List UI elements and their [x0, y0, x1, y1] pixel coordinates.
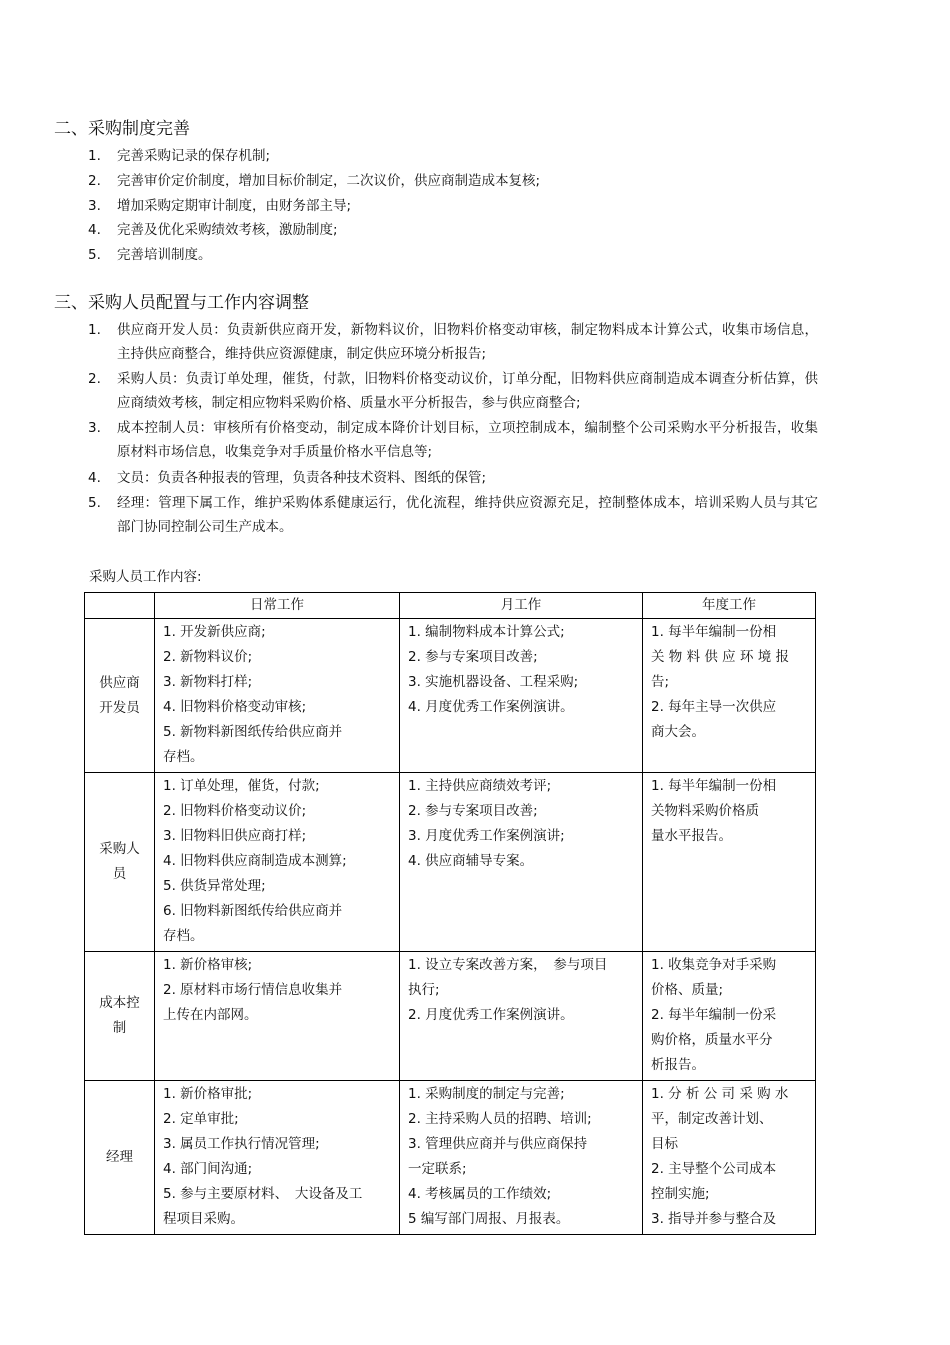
section-3-list — [88, 318, 818, 540]
cell-line: 1. 分 析 公 司 采 购 水 — [651, 1086, 789, 1102]
role-cell — [85, 773, 155, 952]
cell-line: 3. 管理供应商并与供应商保持 — [408, 1136, 588, 1152]
role-label: 成本控 — [99, 995, 140, 1011]
role-label: 员 — [112, 866, 127, 882]
cell-line: 执行; — [408, 982, 440, 998]
cell-line: 商大会。 — [651, 724, 705, 740]
list-item: 1. 供应商开发人员：负责新供应商开发，新物料议价，旧物料价格变动审核，制定物料成本计算公式，收集市场信息，主持供应商整合，维持供应资源健康，制定供应环境分析报告; — [88, 322, 818, 362]
role-label: 开发员 — [99, 699, 140, 716]
list-item: 3. 增加采购定期审计制度，由财务部主导; — [88, 197, 352, 214]
cell-line: 量水平报告。 — [651, 828, 732, 844]
list-item: 3. 成本控制人员：审核所有价格变动，制定成本降价计划目标，立项控制成本，编制整个公司采购水平分析报告，收集原材料市场信息，收集竞争对手质量价格水平信息等; — [88, 420, 818, 461]
header-cell: 月工作 — [400, 593, 643, 619]
role-label: 采购人 — [99, 841, 140, 857]
role-cell — [85, 952, 155, 1081]
cell-line: 1. 订单处理，催货，付款; — [163, 778, 320, 794]
cell-line: 3. 月度优秀工作案例演讲; — [408, 828, 565, 844]
cell-line: 存档。 — [163, 749, 204, 765]
table-body — [85, 619, 816, 1235]
section-3-title: 三、采购人员配置与工作内容调整 — [54, 293, 309, 313]
table-row — [85, 773, 816, 952]
cell-line: 存档。 — [163, 928, 204, 944]
cell-line: 控制实施; — [651, 1186, 710, 1202]
cell-line: 3. 实施机器设备、工程采购; — [408, 674, 579, 690]
list-item: 2. 完善审价定价制度，增加目标价制定，二次议价，供应商制造成本复核; — [88, 172, 541, 189]
cell-line: 平，制定改善计划、 — [651, 1111, 773, 1127]
list-item: 5. 经理：管理下属工作，维护采购体系健康运行，优化流程，维持供应资源充足，控制整体成本，培训采购人员与其它部门协同控制公司生产成本。 — [88, 494, 818, 535]
list-item: 5. 完善培训制度。 — [88, 247, 212, 264]
daily-work-cell — [155, 619, 400, 773]
yearly-work-cell — [643, 952, 816, 1081]
list-item: 4. 文员：负责各种报表的管理，负责各种技术资料、图纸的保管; — [88, 469, 487, 486]
cell-line: 2. 定单审批; — [163, 1111, 239, 1127]
cell-line: 2. 每年主导一次供应 — [651, 699, 777, 715]
section-2-title: 二、采购制度完善 — [54, 119, 190, 139]
list-item: 4. 完善及优化采购绩效考核，激励制度; — [88, 222, 338, 239]
cell-line: 3. 旧物料旧供应商打样; — [163, 828, 307, 844]
cell-line: 1. 新价格审批; — [163, 1086, 253, 1102]
list-item: 2. 采购人员：负责订单处理，催货，付款，旧物料价格变动议价，订单分配，旧物料供应商制造成本调查分析估算，供应商绩效考核，制定相应物料采购价格、质量水平分析报告，参与供应商整合; — [88, 371, 818, 412]
cell-line: 1. 每半年编制一份相 — [651, 778, 777, 794]
monthly-work-cell — [400, 619, 643, 773]
role-label: 供应商 — [99, 674, 140, 691]
table-header-row — [85, 593, 816, 619]
daily-work-cell — [155, 1081, 400, 1235]
cell-line: 5. 新物料新图纸传给供应商并 — [163, 724, 343, 740]
monthly-work-cell — [400, 773, 643, 952]
role-cell — [85, 1081, 155, 1235]
cell-line: 4. 供应商辅导专案。 — [408, 853, 534, 869]
role-label: 制 — [112, 1020, 127, 1036]
list-item: 1. 完善采购记录的保存机制; — [88, 148, 271, 164]
cell-line: 1. 开发新供应商; — [163, 624, 266, 640]
cell-line: 1. 设立专案改善方案， 参与项目 — [408, 957, 608, 973]
cell-line: 2. 主持采购人员的招聘、培训; — [408, 1111, 592, 1127]
cell-line: 5. 参与主要原材料、 大设备及工 — [163, 1186, 363, 1202]
cell-line: 2. 新物料议价; — [163, 649, 253, 665]
cell-line: 关物料采购价格质 — [651, 803, 759, 819]
cell-line: 6. 旧物料新图纸传给供应商并 — [163, 903, 343, 919]
cell-line: 5 编写部门周报、月报表。 — [408, 1211, 570, 1227]
cell-line: 4. 旧物料供应商制造成本测算; — [163, 853, 347, 869]
header-cell — [85, 593, 155, 619]
cell-line: 关 物 料 供 应 环 境 报 — [651, 649, 790, 665]
table-row — [85, 1081, 816, 1235]
cell-line: 目标 — [651, 1136, 678, 1152]
section-2-list — [88, 144, 818, 268]
role-label: 经理 — [106, 1149, 133, 1165]
cell-line: 一定联系; — [408, 1161, 467, 1177]
header-cell: 日常工作 — [155, 593, 400, 619]
yearly-work-cell — [643, 1081, 816, 1235]
cell-line: 程项目采购。 — [163, 1211, 244, 1227]
cell-line: 2. 主导整个公司成本 — [651, 1161, 777, 1177]
cell-line: 2. 参与专案项目改善; — [408, 803, 538, 819]
cell-line: 4. 考核属员的工作绩效; — [408, 1186, 552, 1202]
yearly-work-cell — [643, 773, 816, 952]
cell-line: 告; — [651, 674, 670, 690]
daily-work-cell — [155, 952, 400, 1081]
cell-line: 2. 原材料市场行情信息收集并 — [163, 982, 343, 998]
cell-line: 1. 收集竞争对手采购 — [651, 957, 777, 973]
cell-line: 3. 指导并参与整合及 — [651, 1211, 777, 1227]
cell-line: 1. 编制物料成本计算公式; — [408, 624, 565, 640]
monthly-work-cell — [400, 952, 643, 1081]
cell-line: 2. 每半年编制一份采 — [651, 1007, 777, 1023]
cell-line: 3. 新物料打样; — [163, 674, 253, 690]
cell-line: 1. 主持供应商绩效考评; — [408, 778, 552, 794]
cell-line: 1. 采购制度的制定与完善; — [408, 1086, 565, 1102]
cell-line: 4. 部门间沟通; — [163, 1161, 253, 1177]
cell-line: 上传在内部网。 — [163, 1007, 258, 1023]
cell-line: 3. 属员工作执行情况管理; — [163, 1136, 320, 1152]
cell-line: 4. 旧物料价格变动审核; — [163, 699, 307, 715]
cell-line: 价格、质量; — [651, 982, 724, 998]
cell-line: 1. 每半年编制一份相 — [651, 624, 777, 640]
cell-line: 2. 月度优秀工作案例演讲。 — [408, 1007, 574, 1023]
work-content-table — [84, 592, 816, 1235]
header-cell: 年度工作 — [643, 593, 816, 619]
cell-line: 1. 新价格审核; — [163, 957, 253, 973]
cell-line: 4. 月度优秀工作案例演讲。 — [408, 699, 574, 715]
cell-line: 5. 供货异常处理; — [163, 878, 266, 894]
cell-line: 购价格，质量水平分 — [651, 1032, 773, 1048]
monthly-work-cell — [400, 1081, 643, 1235]
cell-line: 2. 参与专案项目改善; — [408, 649, 538, 665]
table-row — [85, 619, 816, 773]
daily-work-cell — [155, 773, 400, 952]
role-cell — [85, 619, 155, 773]
cell-line: 2. 旧物料价格变动议价; — [163, 803, 307, 819]
cell-line: 析报告。 — [651, 1057, 705, 1073]
yearly-work-cell — [643, 619, 816, 773]
table-caption: 采购人员工作内容: — [89, 569, 202, 585]
table-row — [85, 952, 816, 1081]
